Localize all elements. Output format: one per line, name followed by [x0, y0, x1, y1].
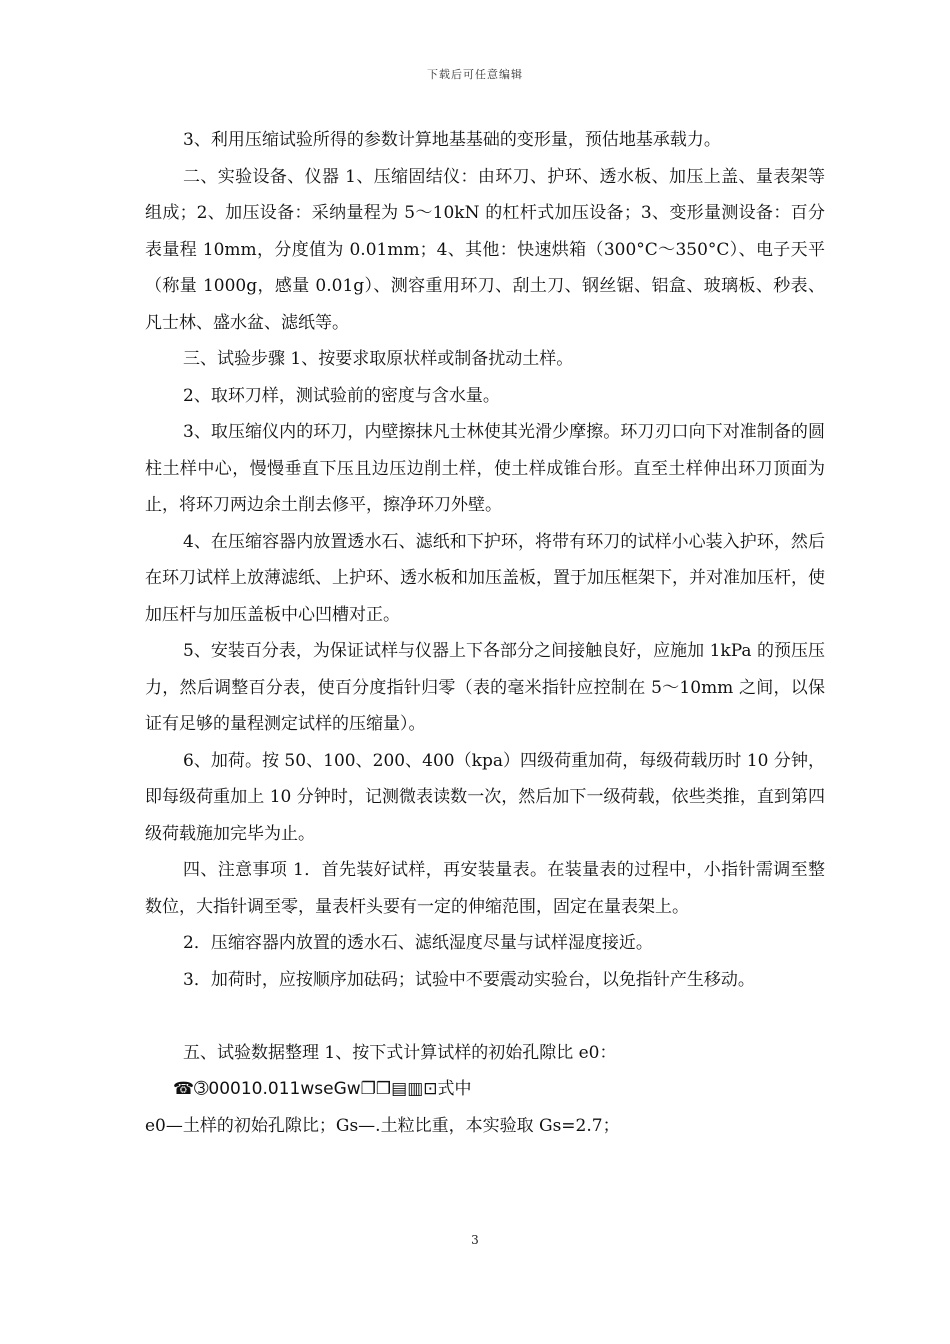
formula-line: ☎➂00010.011wseGw❐❒▤▥⊡式中	[173, 1079, 472, 1099]
paragraph-purpose-3: 3、利用压缩试验所得的参数计算地基基础的变形量，预估地基承载力。	[183, 130, 721, 150]
paragraph-notes-1: 四、注意事项 1．首先装好试样，再安装量表。在装量表的过程中，小指针需调至整数位，大指针调至零，量表杆头要有一定的伸缩范围，固定在量表架上。	[145, 860, 825, 917]
paragraph-data-processing: 五、试验数据整理 1、按下式计算试样的初始孔隙比 e0：	[183, 1042, 617, 1063]
definition-line: e0—土样的初始孔隙比；Gs—.土粒比重，本实验取 Gs=2.7；	[145, 1115, 620, 1136]
paragraph-steps-4: 4、在压缩容器内放置透水石、滤纸和下护环，将带有环刀的试样小心装入护环，然后在环刀试样上放薄滤纸、上护环、透水板和加压盖板，置于加压框架下，并对准加压杆，使加压杆与加压盖板中心凹槽对正。	[145, 531, 825, 625]
section-gap	[145, 998, 825, 1035]
page-header: 下载后可任意编辑	[427, 68, 523, 81]
paragraph-steps-2: 2、取环刀样，测试验前的密度与含水量。	[183, 385, 500, 406]
paragraph-notes-3: 3．加荷时，应按顺序加砝码；试验中不要震动实验台，以免指针产生移动。	[183, 969, 755, 990]
paragraph-notes-2: 2．压缩容器内放置的透水石、滤纸湿度尽量与试样湿度接近。	[183, 933, 653, 953]
paragraph-equipment: 二、实验设备、仪器 1、压缩固结仪：由环刀、护环、透水板、加压上盖、量表架等组成；2、加压设备：采纳量程为 5～10kN 的杠杆式加压设备；3、变形量测设备：百分表量程 10mm，分度值为 0.01mm；4、其他：快速烘箱（300°C～350°C）、电子天平（称量 1000g，感量 0.01g）、测容重用环刀、刮土刀、钢丝锯、铝盒、玻璃板、秒表、凡士林、盛水盆、滤纸等。	[145, 166, 825, 333]
document-body	[145, 122, 825, 1144]
paragraph-steps-3: 3、取压缩仪内的环刀，内壁擦抹凡士林使其光滑少摩擦。环刀刃口向下对准制备的圆柱土样中心，慢慢垂直下压且边压边削土样，使土样成锥台形。直至土样伸出环刀顶面为止，将环刀两边余土削去修平，擦净环刀外壁。	[145, 422, 825, 515]
paragraph-steps-5: 5、安装百分表，为保证试样与仪器上下各部分之间接触良好，应施加 1kPa 的预压压力，然后调整百分表，使百分度指针归零（表的毫米指针应控制在 5～10mm 之间，以保证有足够的量程测定试样的压缩量）。	[145, 641, 825, 734]
paragraph-steps-6: 6、加荷。按 50、100、200、400（kpa）四级荷重加荷，每级荷载历时 10 分钟，即每级荷重加上 10 分钟时，记测微表读数一次，然后加下一级荷载，依些类推，直到第四级荷载施加完毕为止。	[145, 750, 825, 844]
paragraph-steps-1: 三、试验步骤 1、按要求取原状样或制备扰动土样。	[183, 349, 574, 369]
page-number: 3	[471, 1233, 479, 1247]
